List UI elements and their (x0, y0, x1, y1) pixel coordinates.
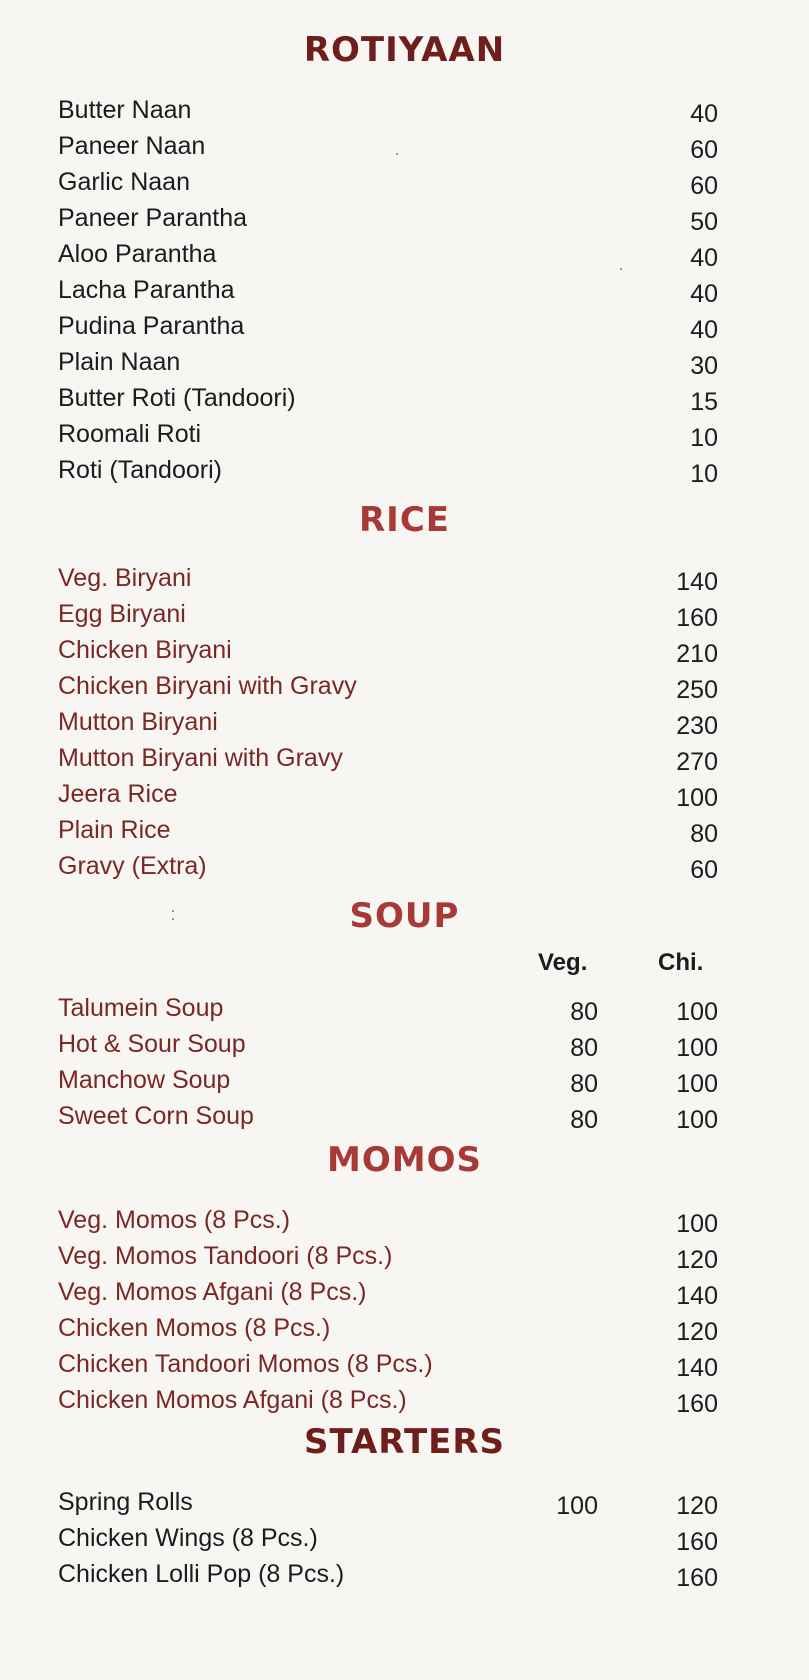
section-title-momos: MOMOS (327, 1140, 482, 1180)
item-price: 160 (676, 1390, 718, 1418)
menu-item (58, 1556, 718, 1592)
section-title-rotiyaan: ROTIYAAN (303, 30, 506, 70)
item-name: Chicken Wings (8 Pcs.) (58, 1524, 318, 1552)
menu-item (58, 1274, 718, 1310)
section-title-rice: RICE (358, 500, 450, 540)
item-price: 160 (676, 1564, 718, 1592)
item-price: 30 (690, 352, 718, 380)
menu-item (58, 668, 718, 704)
item-price: 10 (690, 460, 718, 488)
item-price: 230 (676, 712, 718, 740)
item-price: 100 (676, 1210, 718, 1238)
menu-item (58, 272, 718, 308)
item-name: Chicken Biryani with Gravy (58, 672, 357, 700)
item-price: 50 (690, 208, 718, 236)
section-title-starters: STARTERS (303, 1422, 506, 1462)
menu-item (58, 848, 718, 884)
menu-item (58, 1382, 718, 1418)
item-price: 40 (690, 316, 718, 344)
item-name: Jeera Rice (58, 780, 178, 808)
menu-item (58, 1346, 718, 1382)
menu-item (58, 452, 718, 488)
item-price: 60 (690, 136, 718, 164)
item-price-veg: 80 (570, 1070, 598, 1098)
item-name: Hot & Sour Soup (58, 1030, 246, 1058)
item-name: Chicken Momos Afgani (8 Pcs.) (58, 1386, 407, 1414)
item-price: 40 (690, 100, 718, 128)
item-name: Butter Roti (Tandoori) (58, 384, 296, 412)
print-speck (172, 910, 174, 912)
item-name: Spring Rolls (58, 1488, 193, 1516)
item-price: 100 (676, 784, 718, 812)
item-price-chicken: 100 (676, 998, 718, 1026)
menu-item (58, 92, 718, 128)
item-price: 40 (690, 244, 718, 272)
item-price: 270 (676, 748, 718, 776)
item-price-veg: 80 (570, 1106, 598, 1134)
item-name: Plain Rice (58, 816, 171, 844)
item-name: Lacha Parantha (58, 276, 235, 304)
menu-item (58, 1026, 718, 1062)
menu-item (58, 128, 718, 164)
item-name: Paneer Parantha (58, 204, 248, 232)
item-name: Paneer Naan (58, 132, 206, 160)
item-name: Roti (Tandoori) (58, 456, 222, 484)
item-name: Veg. Biryani (58, 564, 192, 592)
item-price-veg: 100 (556, 1492, 598, 1520)
column-header-veg: Veg. (538, 949, 588, 976)
menu-item (58, 1062, 718, 1098)
menu-item (58, 1484, 718, 1520)
item-price: 140 (676, 568, 718, 596)
column-header-chi: Chi. (658, 949, 704, 976)
menu-item (58, 560, 718, 596)
item-name: Veg. Momos Afgani (8 Pcs.) (58, 1278, 367, 1306)
item-price-chicken: 100 (676, 1106, 718, 1134)
item-name: Gravy (Extra) (58, 852, 207, 880)
menu-item (58, 1098, 718, 1134)
item-price: 60 (690, 856, 718, 884)
item-name: Mutton Biryani with Gravy (58, 744, 343, 772)
item-price-veg: 80 (570, 1034, 598, 1062)
menu-item (58, 740, 718, 776)
item-name: Egg Biryani (58, 600, 186, 628)
item-name: Chicken Lolli Pop (8 Pcs.) (58, 1560, 345, 1588)
item-name: Roomali Roti (58, 420, 202, 448)
item-price: 140 (676, 1354, 718, 1382)
item-name: Chicken Biryani (58, 636, 232, 664)
section-title-soup: SOUP (349, 896, 460, 936)
item-name: Plain Naan (58, 348, 181, 376)
menu-item (58, 632, 718, 668)
menu-item (58, 704, 718, 740)
item-name: Talumein Soup (58, 994, 224, 1022)
menu-item (58, 380, 718, 416)
item-price: 60 (690, 172, 718, 200)
item-name: Aloo Parantha (58, 240, 217, 268)
menu-item (58, 1310, 718, 1346)
menu-item (58, 1520, 718, 1556)
item-price: 120 (676, 1492, 718, 1520)
item-name: Chicken Tandoori Momos (8 Pcs.) (58, 1350, 433, 1378)
item-price: 140 (676, 1282, 718, 1310)
item-price: 120 (676, 1318, 718, 1346)
item-name: Sweet Corn Soup (58, 1102, 254, 1130)
item-name: Veg. Momos (8 Pcs.) (58, 1206, 291, 1234)
menu-item (58, 200, 718, 236)
print-speck (172, 918, 174, 920)
item-price: 120 (676, 1246, 718, 1274)
menu-item (58, 416, 718, 452)
menu-item (58, 812, 718, 848)
item-name: Butter Naan (58, 96, 192, 124)
menu-item (58, 236, 718, 272)
menu-item (58, 1202, 718, 1238)
print-speck (620, 268, 622, 270)
menu-item (58, 776, 718, 812)
item-name: Garlic Naan (58, 168, 190, 196)
item-price: 160 (676, 1528, 718, 1556)
print-speck (396, 153, 398, 155)
menu-item (58, 308, 718, 344)
menu-item (58, 990, 718, 1026)
item-price: 160 (676, 604, 718, 632)
menu-item (58, 596, 718, 632)
item-name: Manchow Soup (58, 1066, 231, 1094)
item-price-chicken: 100 (676, 1034, 718, 1062)
item-price-veg: 80 (570, 998, 598, 1026)
item-price: 40 (690, 280, 718, 308)
item-name: Chicken Momos (8 Pcs.) (58, 1314, 331, 1342)
item-name: Mutton Biryani (58, 708, 218, 736)
menu-item (58, 344, 718, 380)
menu-item (58, 164, 718, 200)
item-price: 210 (676, 640, 718, 668)
item-price: 15 (690, 388, 718, 416)
item-price-chicken: 100 (676, 1070, 718, 1098)
item-name: Pudina Parantha (58, 312, 245, 340)
item-name: Veg. Momos Tandoori (8 Pcs.) (58, 1242, 393, 1270)
item-price: 250 (676, 676, 718, 704)
menu-item (58, 1238, 718, 1274)
item-price: 80 (690, 820, 718, 848)
item-price: 10 (690, 424, 718, 452)
